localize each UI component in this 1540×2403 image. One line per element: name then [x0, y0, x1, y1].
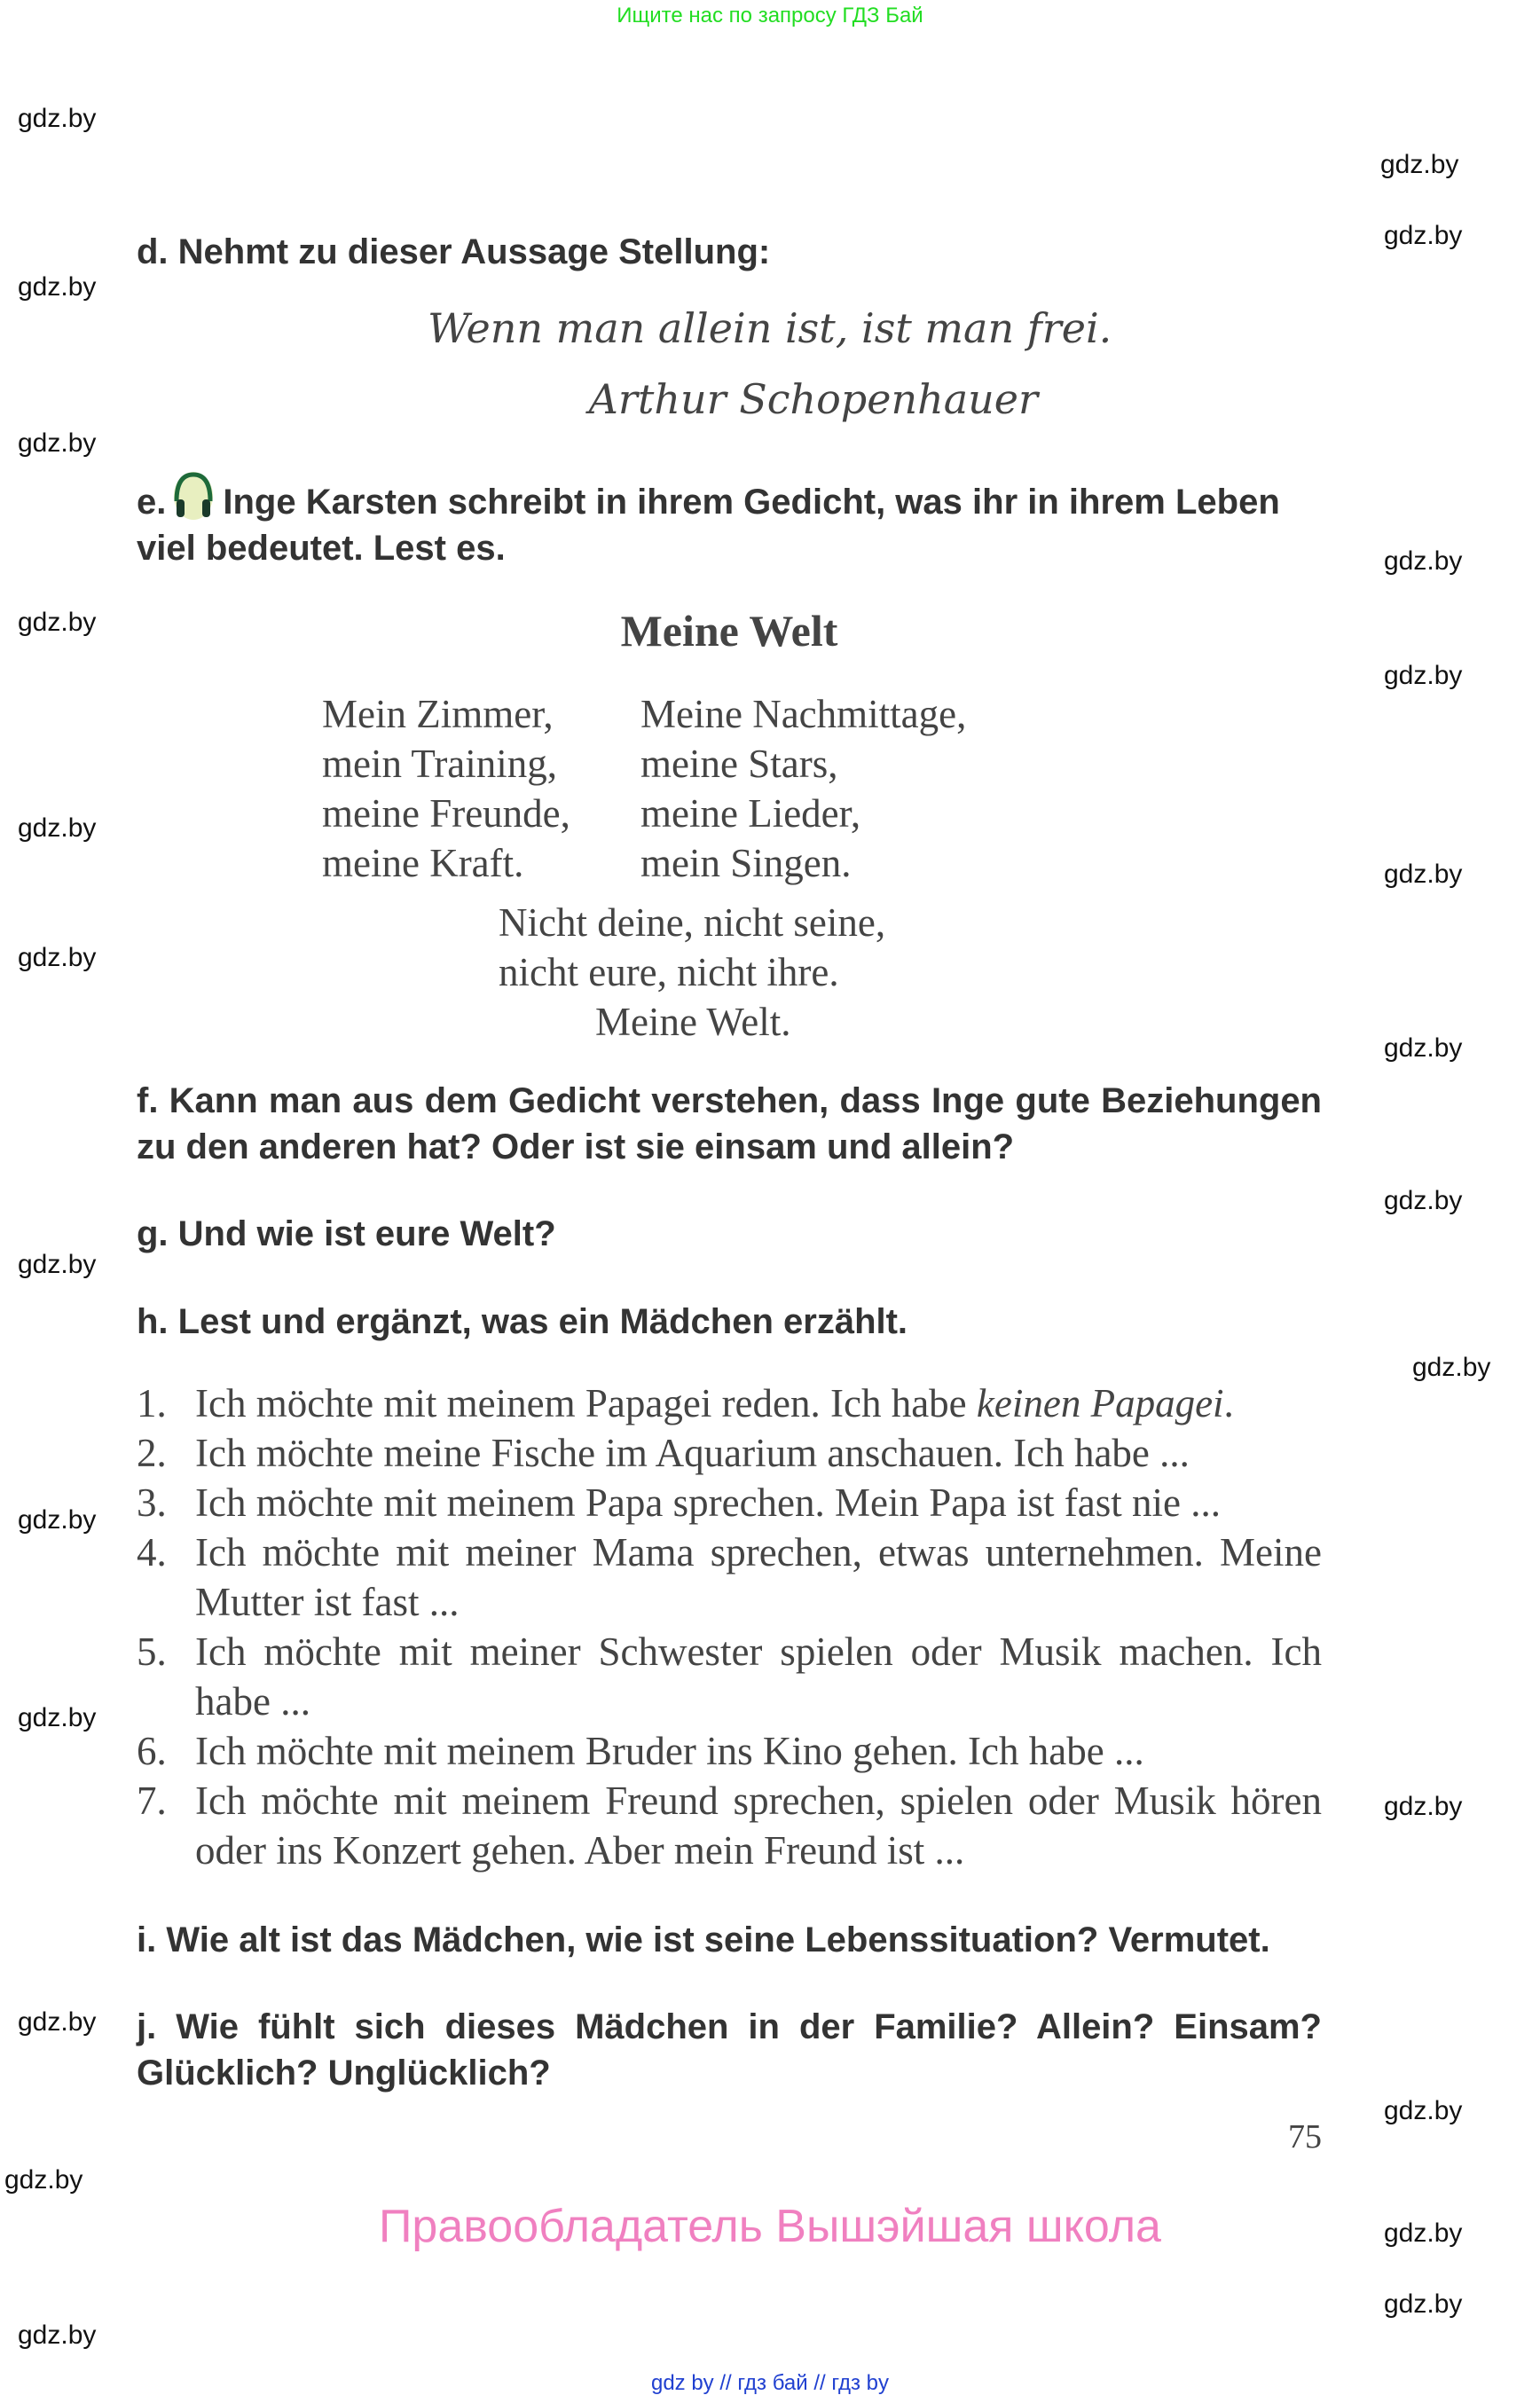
item-text: Ich möchte mit meinem Papagei reden. Ich habe	[195, 1381, 977, 1425]
list-item	[137, 1527, 1322, 1627]
top-banner[interactable]: Ищите нас по запросу ГДЗ Бай	[617, 4, 923, 27]
poem-line: meine Kraft.	[322, 841, 524, 885]
item-italic: keinen Papagei	[976, 1381, 1224, 1425]
footer-links[interactable]: gdz by // гдз бай // гдз by	[650, 2371, 890, 2395]
list-item	[137, 1627, 1322, 1726]
poem-column-2	[640, 689, 966, 888]
task-e	[137, 469, 1322, 571]
watermark: gdz.by	[18, 608, 97, 637]
watermark: gdz.by	[18, 1703, 97, 1732]
watermark: gdz.by	[4, 2165, 83, 2195]
list-item	[137, 1478, 1322, 1527]
watermark: gdz.by	[18, 104, 97, 133]
watermark: gdz.by	[1384, 546, 1463, 576]
page-number: 75	[1288, 2118, 1322, 2156]
item-text: Ich möchte mit meinem Bruder ins Kino gehen. Ich habe ...	[195, 1729, 1144, 1773]
item-text: Ich möchte meine Fische im Aquarium anschauen. Ich habe ...	[195, 1431, 1190, 1475]
poem-stanza-2	[137, 898, 1322, 1047]
watermark: gdz.by	[1384, 1033, 1463, 1063]
item-number: 2.	[137, 1431, 167, 1475]
watermark: gdz.by	[1384, 1792, 1463, 1821]
watermark: gdz.by	[18, 813, 97, 843]
list-item	[137, 1378, 1322, 1428]
copyright-notice: Правообладатель Вышэйшая школа	[379, 2201, 1161, 2252]
watermark: gdz.by	[18, 272, 97, 302]
quote: Wenn man allein ist, ist man frei.	[428, 304, 1112, 352]
poem-stanza-1	[137, 689, 1322, 888]
item-text: Ich möchte mit meinem Papa sprechen. Mein Papa ist fast nie ...	[195, 1480, 1221, 1525]
quote-author: Arthur Schopenhauer	[588, 375, 1038, 423]
watermark: gdz.by	[1380, 150, 1459, 179]
poem-line: Meine Nachmittage,	[640, 692, 967, 736]
item-text: Ich möchte mit meiner Mama sprechen, etwas unternehmen. Meine Mutter ist fast ...	[195, 1530, 1322, 1624]
watermark: gdz.by	[18, 2007, 97, 2037]
item-number: 6.	[137, 1729, 167, 1773]
item-text: Ich möchte mit meinem Freund sprechen, spielen oder Musik hören oder ins Konzert gehen. Aber mein Freund ist ...	[195, 1779, 1322, 1873]
watermark: gdz.by	[1384, 860, 1463, 889]
poem-line: Nicht deine, nicht seine,	[499, 900, 886, 945]
watermark: gdz.by	[1384, 1186, 1463, 1215]
headphones-icon[interactable]	[171, 469, 216, 521]
poem-line: meine Freunde,	[322, 791, 570, 836]
list-item	[137, 1776, 1322, 1875]
task-e-letter: e.	[137, 483, 167, 522]
item-end: .	[1223, 1381, 1234, 1425]
task-d: d. Nehmt zu dieser Aussage Stellung:	[137, 232, 771, 271]
poem-line: nicht eure, nicht ihre.	[499, 950, 839, 994]
poem-line: Meine Welt.	[595, 1000, 791, 1044]
item-text: Ich möchte mit meiner Schwester spielen oder Musik machen. Ich habe ...	[195, 1629, 1322, 1724]
watermark: gdz.by	[18, 428, 97, 458]
poem-line: meine Stars,	[640, 742, 838, 786]
watermark: gdz.by	[1384, 2289, 1463, 2319]
poem-line: Mein Zimmer,	[322, 692, 554, 736]
task-h: h. Lest und ergänzt, was ein Mädchen erzählt.	[137, 1302, 908, 1341]
list-item	[137, 1726, 1322, 1776]
task-e-text-2: viel bedeutet. Lest es.	[137, 529, 506, 568]
item-number: 7.	[137, 1779, 167, 1823]
watermark: gdz.by	[1412, 1353, 1491, 1382]
watermark: gdz.by	[1384, 221, 1463, 250]
watermark: gdz.by	[18, 2321, 97, 2350]
poem-line: mein Training,	[322, 742, 558, 786]
item-number: 3.	[137, 1480, 167, 1525]
watermark: gdz.by	[18, 1505, 97, 1535]
watermark: gdz.by	[1384, 661, 1463, 690]
poem-column-1	[137, 689, 640, 888]
watermark: gdz.by	[1384, 2218, 1463, 2248]
item-number: 4.	[137, 1530, 167, 1575]
task-i: i. Wie alt ist das Mädchen, wie ist seine Lebenssituation? Vermutet.	[137, 1920, 1270, 1959]
task-g: g. Und wie ist eure Welt?	[137, 1214, 556, 1253]
task-j: j. Wie fühlt sich dieses Mädchen in der Familie? Allein? Einsam? Glücklich? Unglücklich?	[137, 2007, 1322, 2093]
poem-line: mein Singen.	[640, 841, 852, 885]
sentence-list	[137, 1378, 1322, 1875]
watermark: gdz.by	[18, 1250, 97, 1279]
list-item	[137, 1428, 1322, 1478]
task-e-text: Inge Karsten schreibt in ihrem Gedicht, was ihr in ihrem Leben	[223, 483, 1280, 522]
watermark: gdz.by	[1384, 2096, 1463, 2125]
item-number: 5.	[137, 1629, 167, 1674]
poem-title: Meine Welt	[620, 606, 838, 656]
watermark: gdz.by	[18, 943, 97, 972]
page-content	[137, 229, 1322, 2156]
poem-line: meine Lieder,	[640, 791, 861, 836]
item-number: 1.	[137, 1381, 167, 1425]
task-f: f. Kann man aus dem Gedicht verstehen, dass Inge gute Beziehungen zu den anderen hat? Oder ist sie einsam und allein?	[137, 1081, 1322, 1166]
